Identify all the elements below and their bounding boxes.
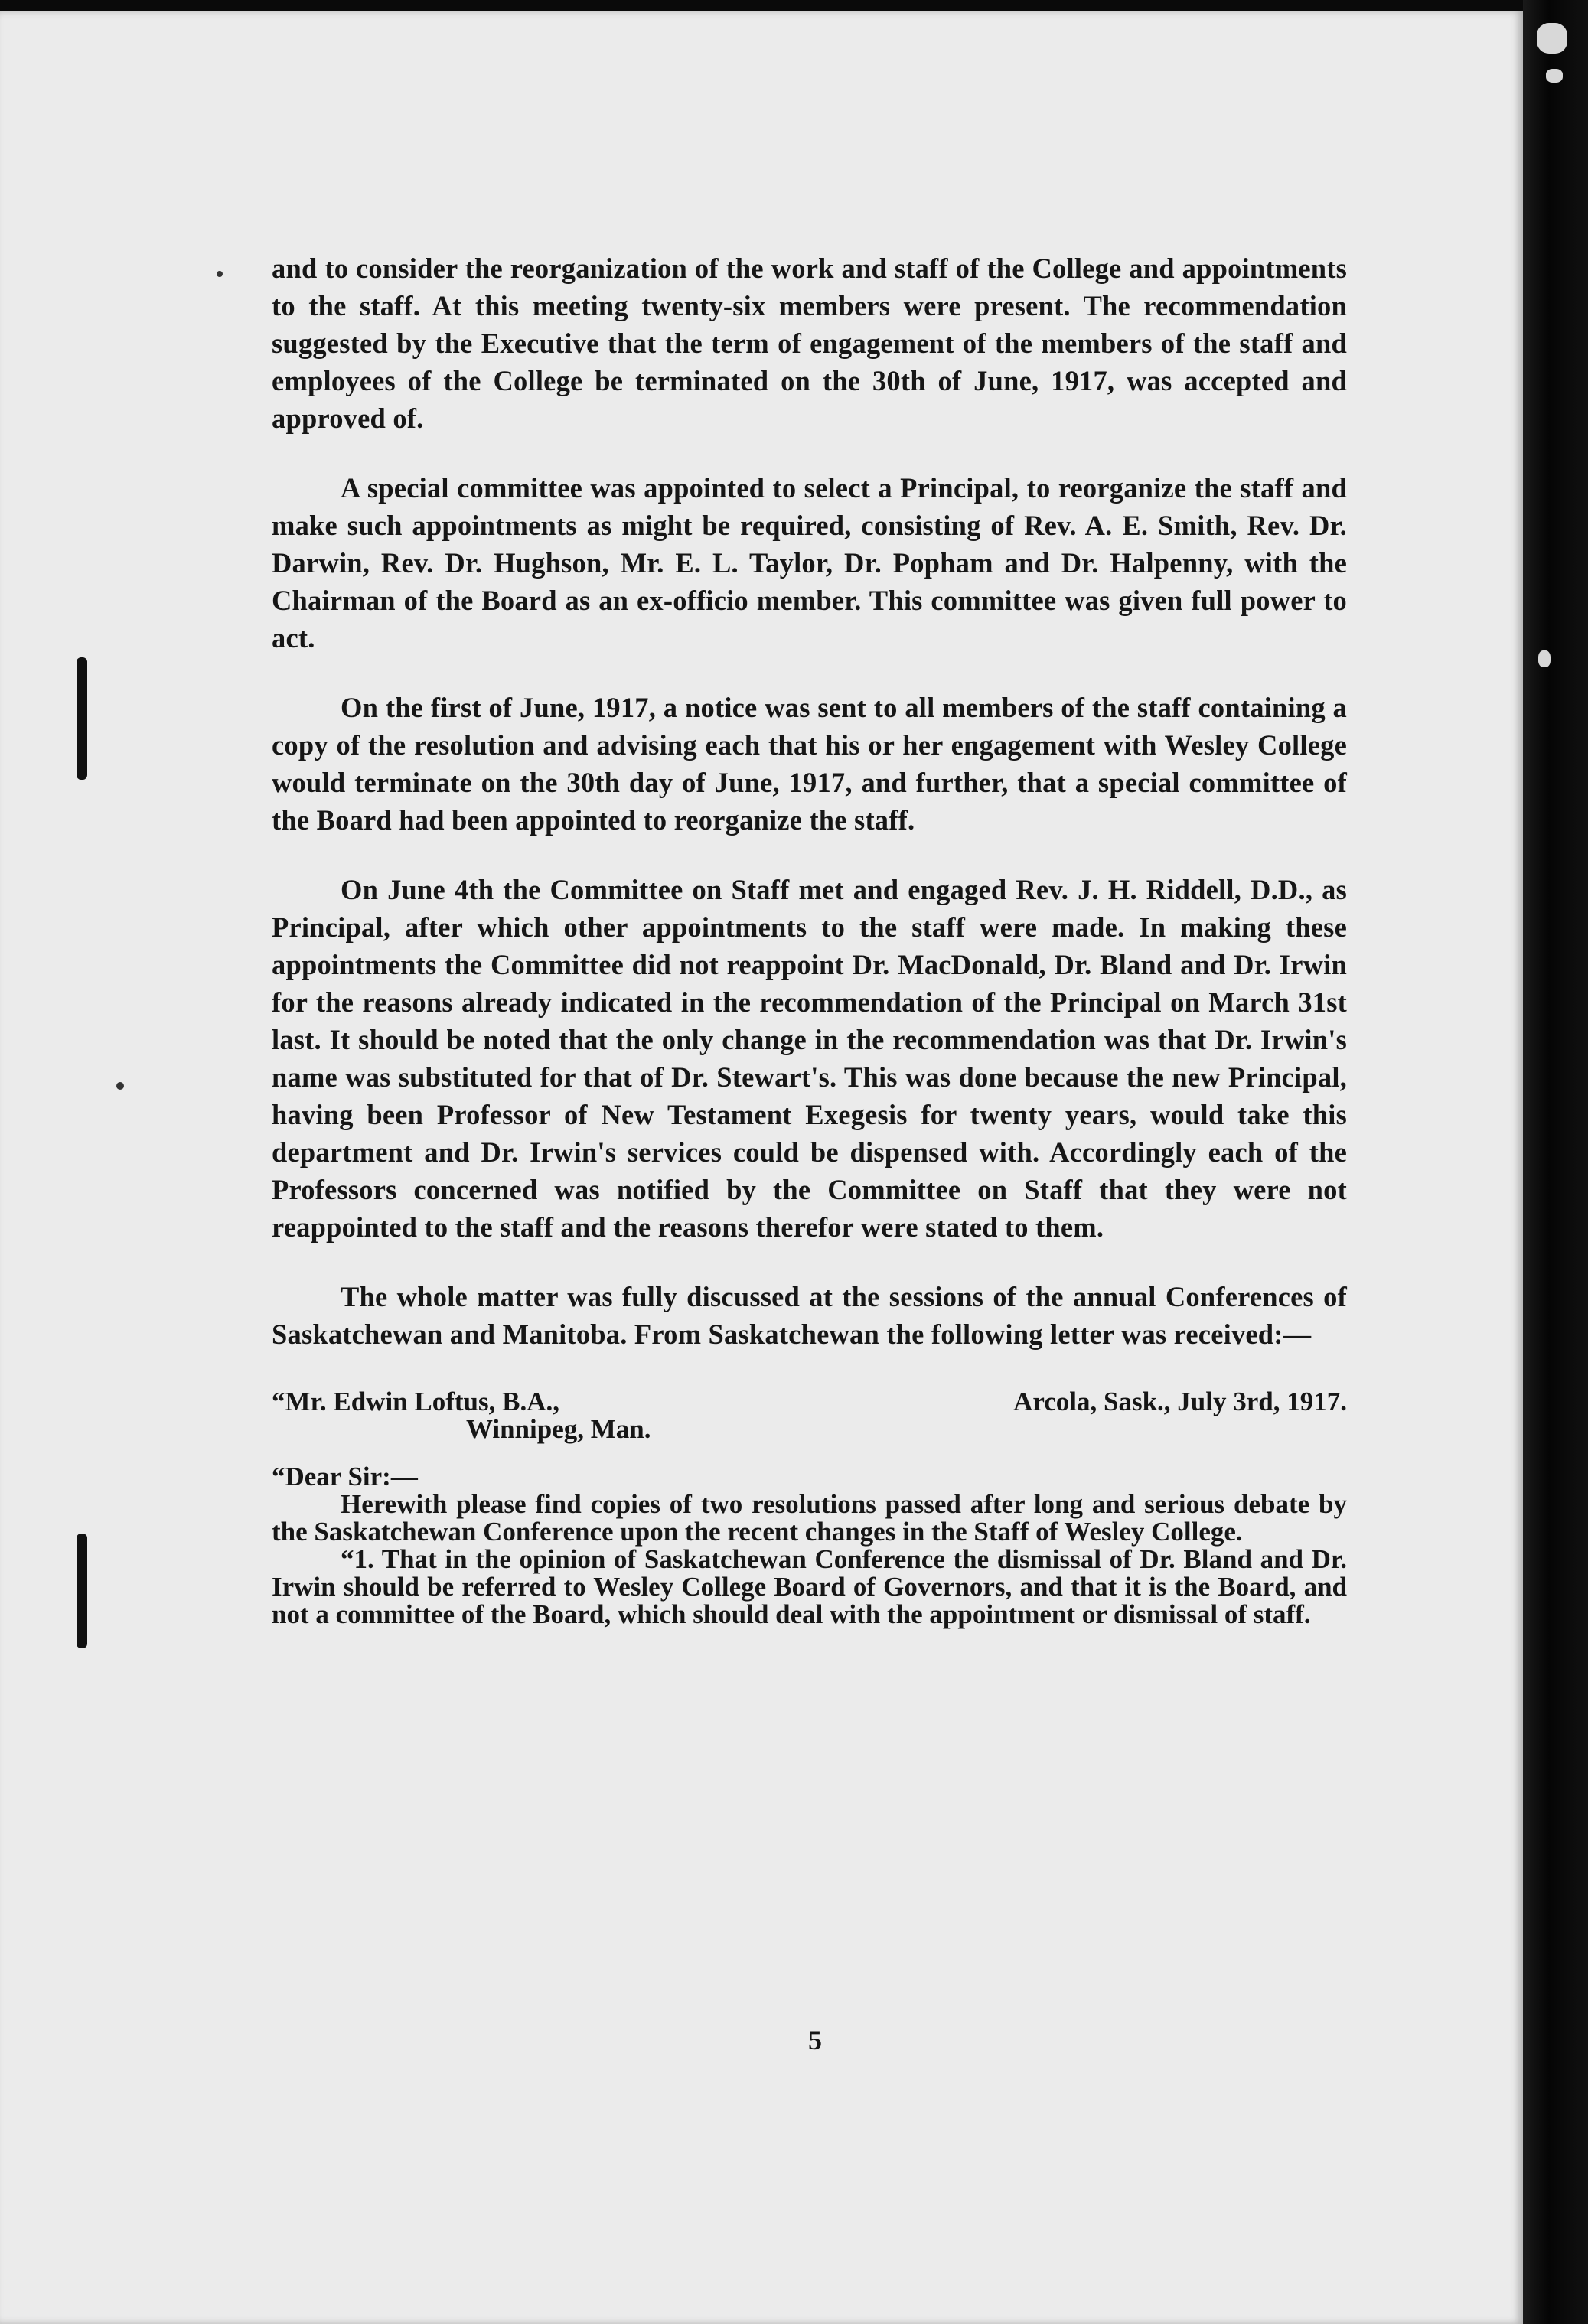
scan-speck (1546, 69, 1563, 83)
letter-resolution-1: “1. That in the opinion of Saskatchewan Conference the dismissal of Dr. Bland and Dr. Irwin should be referred to Wesley College Board of Governors, and that it is the Board, and not a committee of the Board, which should deal with the appointment or dismissal of staff. (272, 1544, 1347, 1629)
margin-bar-upper (77, 657, 87, 780)
letter-addressee: “Mr. Edwin Loftus, B.A., (272, 1387, 559, 1416)
page-number: 5 (808, 2025, 822, 2055)
paragraph-3: On the first of June, 1917, a notice was sent to all members of the staff containing a copy of the resolution and advising each that his or her engagement with Wesley College would terminate on the 30th day of June, 1917, and further, that a special committee of the Board had been appointed to reorganize the staff. (272, 692, 1347, 836)
paragraph-1: and to consider the reorganization of the work and staff of the College and appointments to the staff. At this meeting twenty-six members were present. The recommendation suggested by the Executive that the term of engagement of the members of the staff and employees of the College be terminated on the 30th of June, 1917, was accepted and approved of. (272, 253, 1347, 434)
letter-addressee-city: Winnipeg, Man. (466, 1414, 651, 1444)
margin-dot (217, 271, 223, 277)
letter-body: Herewith please find copies of two resolutions passed after long and serious debate by the Saskatchewan Conference upon the recent changes in the Staff of Wesley College. (272, 1489, 1347, 1547)
quoted-letter (272, 1388, 1347, 1628)
margin-dot (116, 1082, 124, 1090)
letter-place-date: Arcola, Sask., July 3rd, 1917. (1013, 1387, 1347, 1416)
scan-right-edge (1523, 0, 1588, 2324)
letter-salutation: “Dear Sir:— (272, 1462, 418, 1491)
paragraph-4: On June 4th the Committee on Staff met and engaged Rev. J. H. Riddell, D.D., as Principal, after which other appointments to the staff were made. In making these appointments the Committee did not reappoint Dr. MacDonald, Dr. Bland and Dr. Irwin for the reasons already indicated in the recommendation of the Principal on March 31st last. It should be noted that the only change in the recommendation was that Dr. Irwin's name was substituted for that of Dr. Stewart's. This was done because the new Principal, having been Professor of New Testament Exegesis for twenty years, would take this department and Dr. Irwin's services could be dispensed with. Accordingly each of the Professors concerned was notified by the Committee on Staff that they were not reappointed to the staff and the reasons therefor were stated to them. (272, 874, 1347, 1243)
margin-bar-lower (77, 1534, 87, 1648)
document-text (272, 249, 1347, 1628)
scan-speck (1537, 23, 1567, 54)
paragraph-2: A special committee was appointed to select a Principal, to reorganize the staff and make such appointments as might be required, consisting of Rev. A. E. Smith, Rev. Dr. Darwin, Rev. Dr. Hughson, Mr. E. L. Taylor, Dr. Popham and Dr. Halpenny, with the Chairman of the Board as an ex-officio member. This committee was given full power to act. (272, 472, 1347, 654)
scan-speck (1538, 650, 1551, 667)
letter-header (272, 1388, 1347, 1416)
paragraph-5: The whole matter was fully discussed at the sessions of the annual Conferences of Saskatchewan and Manitoba. From Saskatchewan the following letter was received:— (272, 1281, 1347, 1350)
